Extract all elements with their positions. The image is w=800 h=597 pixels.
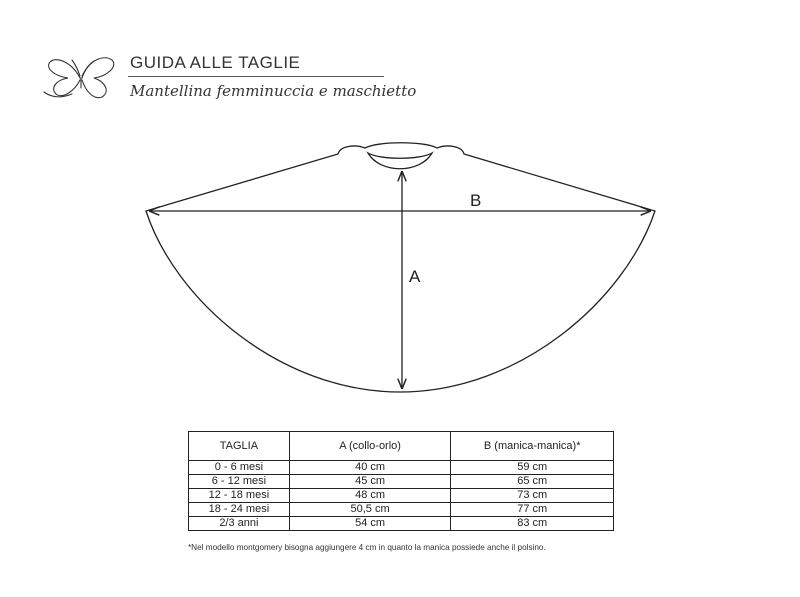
- table-row: [189, 489, 614, 503]
- cell-size: 18 - 24 mesi: [189, 503, 290, 517]
- label-a: A: [409, 267, 421, 286]
- cape-outline: [146, 143, 655, 392]
- cell-a: 40 cm: [289, 461, 451, 475]
- cell-a: 45 cm: [289, 475, 451, 489]
- cell-a: 50,5 cm: [289, 503, 451, 517]
- header-taglia: TAGLIA: [189, 432, 290, 461]
- size-table: [188, 431, 614, 531]
- cell-b: 77 cm: [451, 503, 614, 517]
- cell-a: 48 cm: [289, 489, 451, 503]
- cell-b: 73 cm: [451, 489, 614, 503]
- table-header-row: [189, 432, 614, 461]
- cell-size: 12 - 18 mesi: [189, 489, 290, 503]
- label-b: B: [470, 191, 482, 210]
- cell-b: 59 cm: [451, 461, 614, 475]
- cell-size: 2/3 anni: [189, 517, 290, 531]
- cell-b: 65 cm: [451, 475, 614, 489]
- table-row: [189, 461, 614, 475]
- header-a: A (collo-orlo): [289, 432, 451, 461]
- table-row: [189, 517, 614, 531]
- cell-size: 0 - 6 mesi: [189, 461, 290, 475]
- footnote: *Nel modello montgomery bisogna aggiungere 4 cm in quanto la manica possiede anche il polsino.: [188, 543, 546, 552]
- table-row: [189, 475, 614, 489]
- cell-size: 6 - 12 mesi: [189, 475, 290, 489]
- cell-b: 83 cm: [451, 517, 614, 531]
- table-row: [189, 503, 614, 517]
- page-subtitle: Mantellina femminuccia e maschietto: [130, 82, 417, 100]
- page-title: GUIDA ALLE TAGLIE: [130, 53, 301, 72]
- neckline: [368, 153, 432, 169]
- cell-a: 54 cm: [289, 517, 451, 531]
- header-b: B (manica-manica)*: [451, 432, 614, 461]
